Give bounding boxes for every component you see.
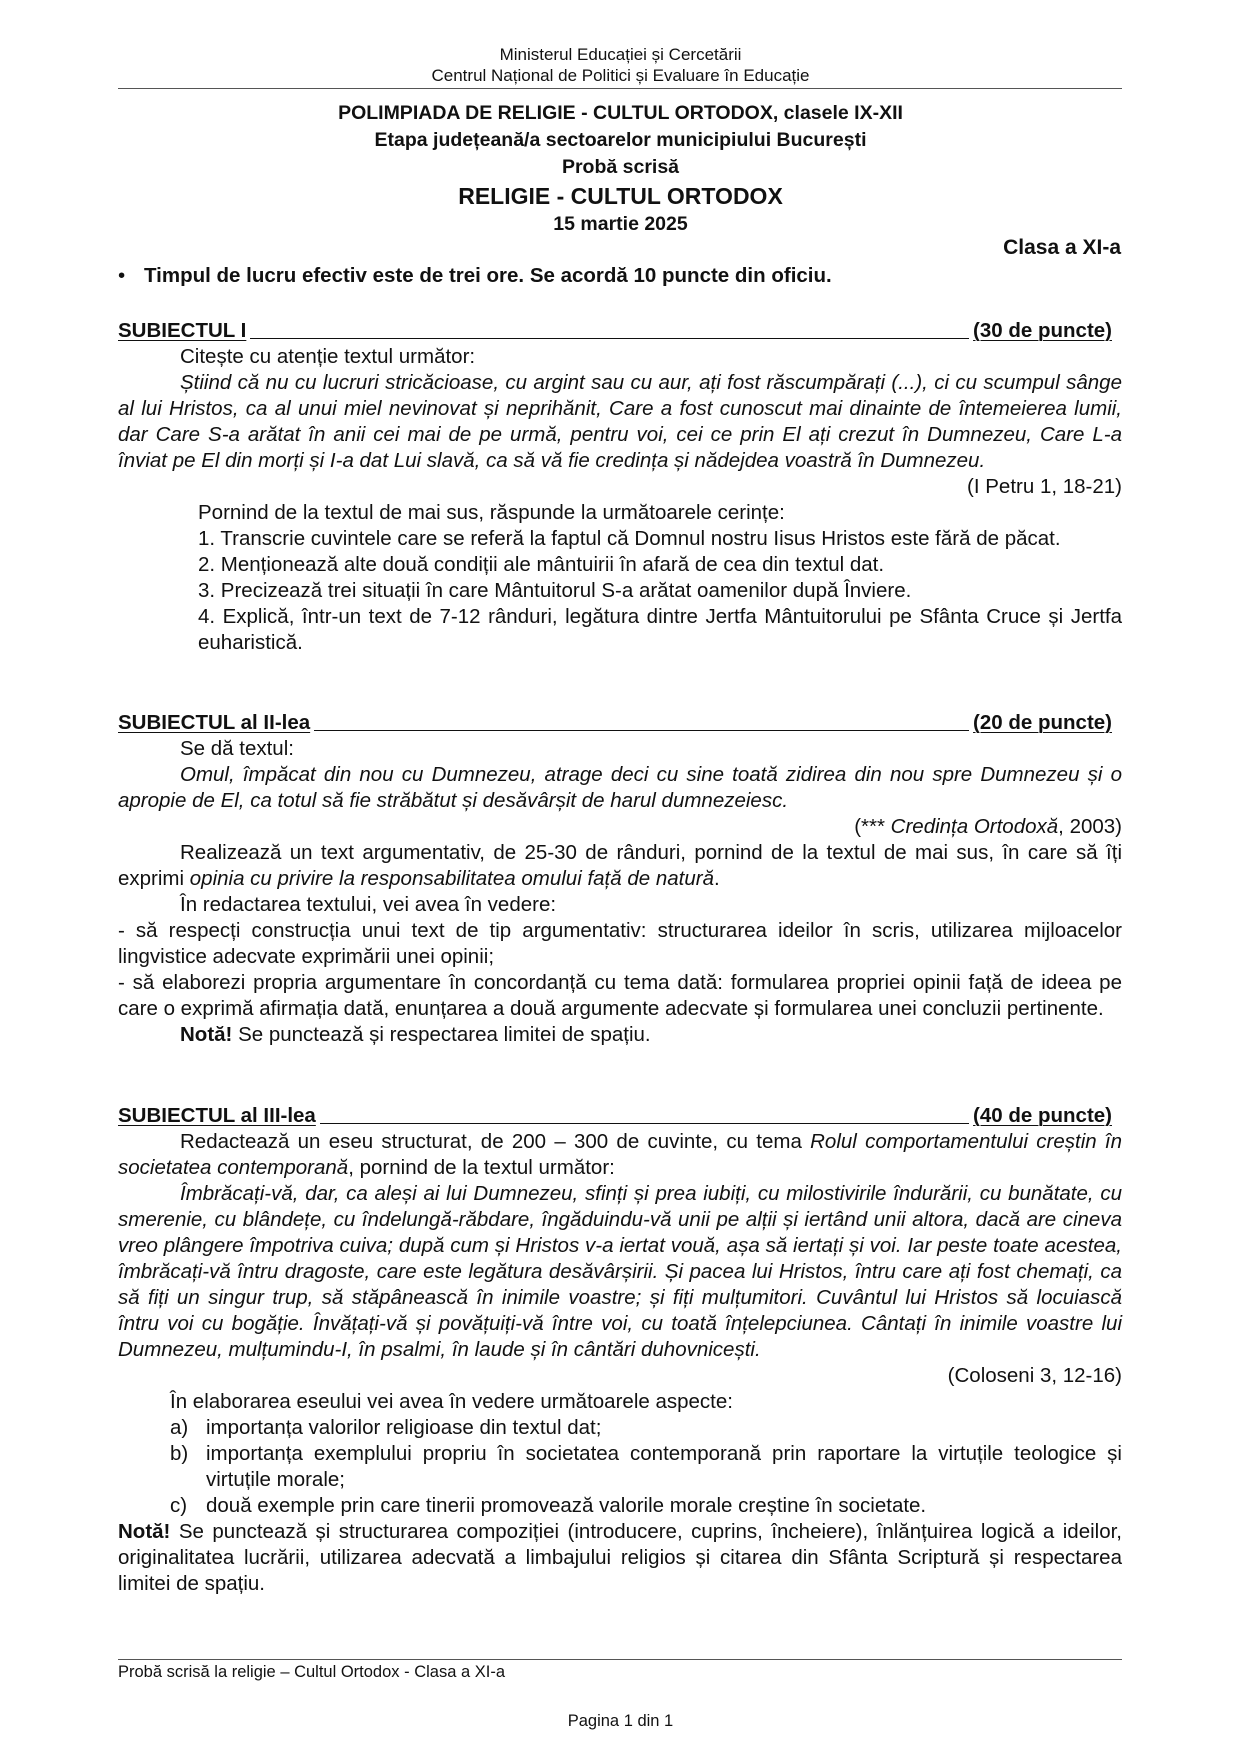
subject-3-points: (40 de puncte) — [973, 1104, 1112, 1127]
footer-divider — [118, 1659, 1122, 1660]
subject-1-points: (30 de puncte) — [973, 319, 1112, 342]
subject-2-points: (20 de puncte) — [973, 711, 1112, 734]
task-end: . — [713, 867, 720, 890]
header-divider — [118, 88, 1122, 89]
class-label: Clasa a XI-a — [1003, 236, 1121, 259]
subject-2-heading — [118, 710, 1112, 736]
time-instruction — [118, 264, 832, 288]
subject-2-task — [118, 840, 1122, 892]
source-prefix: (*** — [854, 815, 891, 838]
subject-1-quote: Știind că nu cu lucruri stricăcioase, cu argint sau cu aur, ați fost răscumpărați (...), ci cu scumpul sânge al lui Hristos, ca al unui miel nevinovat și neprihănit, Care a fost cunoscut mai dinainte de întemeierea lumii, dar Care S-a arătat în anii cei mai de pe urmă, pentru voi, cei ce prin El ați crezut în Dumnezeu, Care L-a înviat pe El din morți și I-a dat Lui slavă, ca să vă fie credința și nădejdea voastră în Dumnezeu. — [118, 371, 1122, 472]
subject-2-intro: Se dă textul: — [180, 737, 294, 760]
list-marker: a) — [170, 1416, 189, 1439]
source-suffix: , 2003) — [1058, 815, 1122, 838]
exam-title-block — [0, 100, 1241, 238]
time-instruction-text: Timpul de lucru efectiv este de trei ore. Se acordă 10 puncte din oficiu. — [144, 264, 832, 287]
task-end: , pornind de la textul următor: — [348, 1156, 615, 1179]
list-text: importanța exemplului propriu în societatea contemporană prin raportare la virtuțile teologice și virtuțile morale; — [206, 1442, 1122, 1491]
source-title: Credința Ortodoxă — [890, 815, 1059, 838]
heading-rule — [320, 1103, 969, 1124]
heading-rule — [314, 710, 969, 731]
subject-2-title: SUBIECTUL al II-lea — [118, 711, 311, 734]
list-item — [118, 1415, 1122, 1441]
subject-3-quote: Îmbrăcați-vă, dar, ca aleși ai lui Dumnezeu, sfinți și prea iubiți, cu milostivirile îndurării, cu bunătate, cu smerenie, cu blândețe, cu îndelungă-răbdare, îngăduindu-vă unii pe alții și iertând unii altora, dacă are cineva vreo plângere împotriva cuiva; după cum și Hristos v-a iertat vouă, așa să iertați și voi. Iar peste toate acestea, îmbrăcați-vă întru dragoste, care este legătura desăvârșirii. Și pacea lui Hristos, întru care ați fost chemați, ca să fiți un singur trup, să stăpânească în inimile voastre; și fiți mulțumitori. Cuvântul lui Hristos să locuiască întru voi cu bogăție. Învățați-vă și povățuiți-vă între voi, cu toată înțelepciunea. Cântați în inimile voastre lui Dumnezeu, mulțumindu-I, în psalmi, în laude și în cântări duhovnicești. — [118, 1182, 1122, 1361]
subject-3-title: SUBIECTUL al III-lea — [118, 1104, 316, 1127]
subject-2-source — [118, 814, 1122, 840]
subject-1-task-intro: Pornind de la textul de mai sus, răspunde la următoarele cerințe: — [198, 501, 785, 524]
center-name: Centrul Național de Politici și Evaluare în Educație — [431, 66, 810, 85]
subject-1-intro: Citește cu atenție textul următor: — [180, 345, 476, 368]
subject-1 — [118, 318, 1122, 656]
list-text: două exemple prin care tinerii promovează valorile morale creștine în societate. — [206, 1494, 927, 1517]
subject-2-point-2: - să elaborezi propria argumentare în concordanță cu tema dată: formularea propriei opinii față de ideea pe care o exprimă afirmația dată, enunțarea a două argumente adecvate și formularea unei concluzii pertinente. — [118, 971, 1122, 1020]
subject-3-note — [118, 1519, 1122, 1597]
subject-1-title: SUBIECTUL I — [118, 319, 247, 342]
subject-1-source: (I Petru 1, 18-21) — [967, 475, 1122, 498]
task-topic: Rolul comportamentului creștin în societatea contemporană — [118, 1130, 1123, 1179]
subject-1-req-3: 3. Precizează trei situații în care Mântuitorul S-a arătat oamenilor după Înviere. — [198, 579, 912, 602]
note-text: Se punctează și respectarea limitei de spațiu. — [232, 1023, 651, 1046]
subject-3-heading — [118, 1103, 1112, 1129]
header-ministry — [0, 44, 1241, 86]
subject-1-req-2: 2. Menționează alte două condiții ale mântuirii în afară de cea din textul dat. — [198, 553, 885, 576]
subject-2-note — [118, 1022, 1122, 1048]
note-text: Se punctează și structurarea compoziției (introducere, cuprins, încheiere), înlănțuirea logică a ideilor, originalitatea lucrării, utilizarea adecvată a limbajului religios și citarea din Sfânta Scriptură și respectarea limitei de spațiu. — [118, 1520, 1122, 1595]
list-marker: b) — [170, 1442, 189, 1465]
subject-2 — [118, 710, 1122, 1048]
subject-3-task — [118, 1129, 1122, 1181]
task-text: Realizează un text argumentativ, de 25-30 de rânduri, pornind de la textul de mai sus, în care să îți exprimi — [118, 841, 1122, 890]
exam-date: 15 martie 2025 — [553, 213, 688, 235]
list-item — [118, 1441, 1122, 1493]
subject-3-source: (Coloseni 3, 12-16) — [947, 1364, 1122, 1387]
exam-type: Probă scrisă — [561, 156, 680, 178]
task-text: Redactează un eseu structurat, de 200 – 300 de cuvinte, cu tema — [180, 1130, 811, 1153]
footer-text: Probă scrisă la religie – Cultul Ortodox - Clasa a XI-a — [118, 1663, 505, 1681]
subject-2-consider: În redactarea textului, vei avea în vedere: — [180, 893, 557, 916]
olympiad-title: POLIMPIADA DE RELIGIE - CULTUL ORTODOX, clasele IX-XII — [338, 102, 903, 124]
list-marker: c) — [170, 1494, 188, 1517]
bullet-icon: • — [118, 264, 126, 287]
stage-title: Etapa județeană/a sectoarelor municipiului București — [374, 129, 867, 151]
subject-1-req-1: 1. Transcrie cuvintele care se referă la faptul că Domnul nostru Iisus Hristos este fără de păcat. — [198, 527, 1061, 550]
task-topic: opinia cu privire la responsabilitatea omului față de natură — [189, 867, 714, 890]
subject-3-consider: În elaborarea eseului vei avea în vedere următoarele aspecte: — [170, 1390, 733, 1413]
subject-title: RELIGIE - CULTUL ORTODOX — [458, 183, 783, 209]
list-text: importanța valorilor religioase din textul dat; — [206, 1416, 602, 1439]
note-label: Notă! — [118, 1520, 171, 1543]
ministry-name: Ministerul Educației și Cercetării — [499, 45, 742, 64]
subject-2-point-1: - să respecți construcția unui text de tip argumentativ: structurarea ideilor în scris, utilizarea mijloacelor lingvistice adecvate exprimării unei opinii; — [118, 919, 1122, 968]
list-item — [118, 1493, 1122, 1519]
note-label: Notă! — [180, 1023, 233, 1046]
subject-3 — [118, 1103, 1122, 1597]
subject-2-quote: Omul, împăcat din nou cu Dumnezeu, atrage deci cu sine toată zidirea din nou spre Dumnezeu și o apropie de El, ca totul să fie străbătut și desăvârșit de harul dumnezeiesc. — [118, 763, 1122, 812]
heading-rule — [250, 318, 969, 339]
subject-1-req-4: 4. Explică, într-un text de 7-12 rânduri, legătura dintre Jertfa Mântuitorului pe Sfânta Cruce și Jertfa euharistică. — [198, 605, 1122, 654]
page-number: Pagina 1 din 1 — [567, 1712, 674, 1730]
subject-1-heading — [118, 318, 1112, 344]
